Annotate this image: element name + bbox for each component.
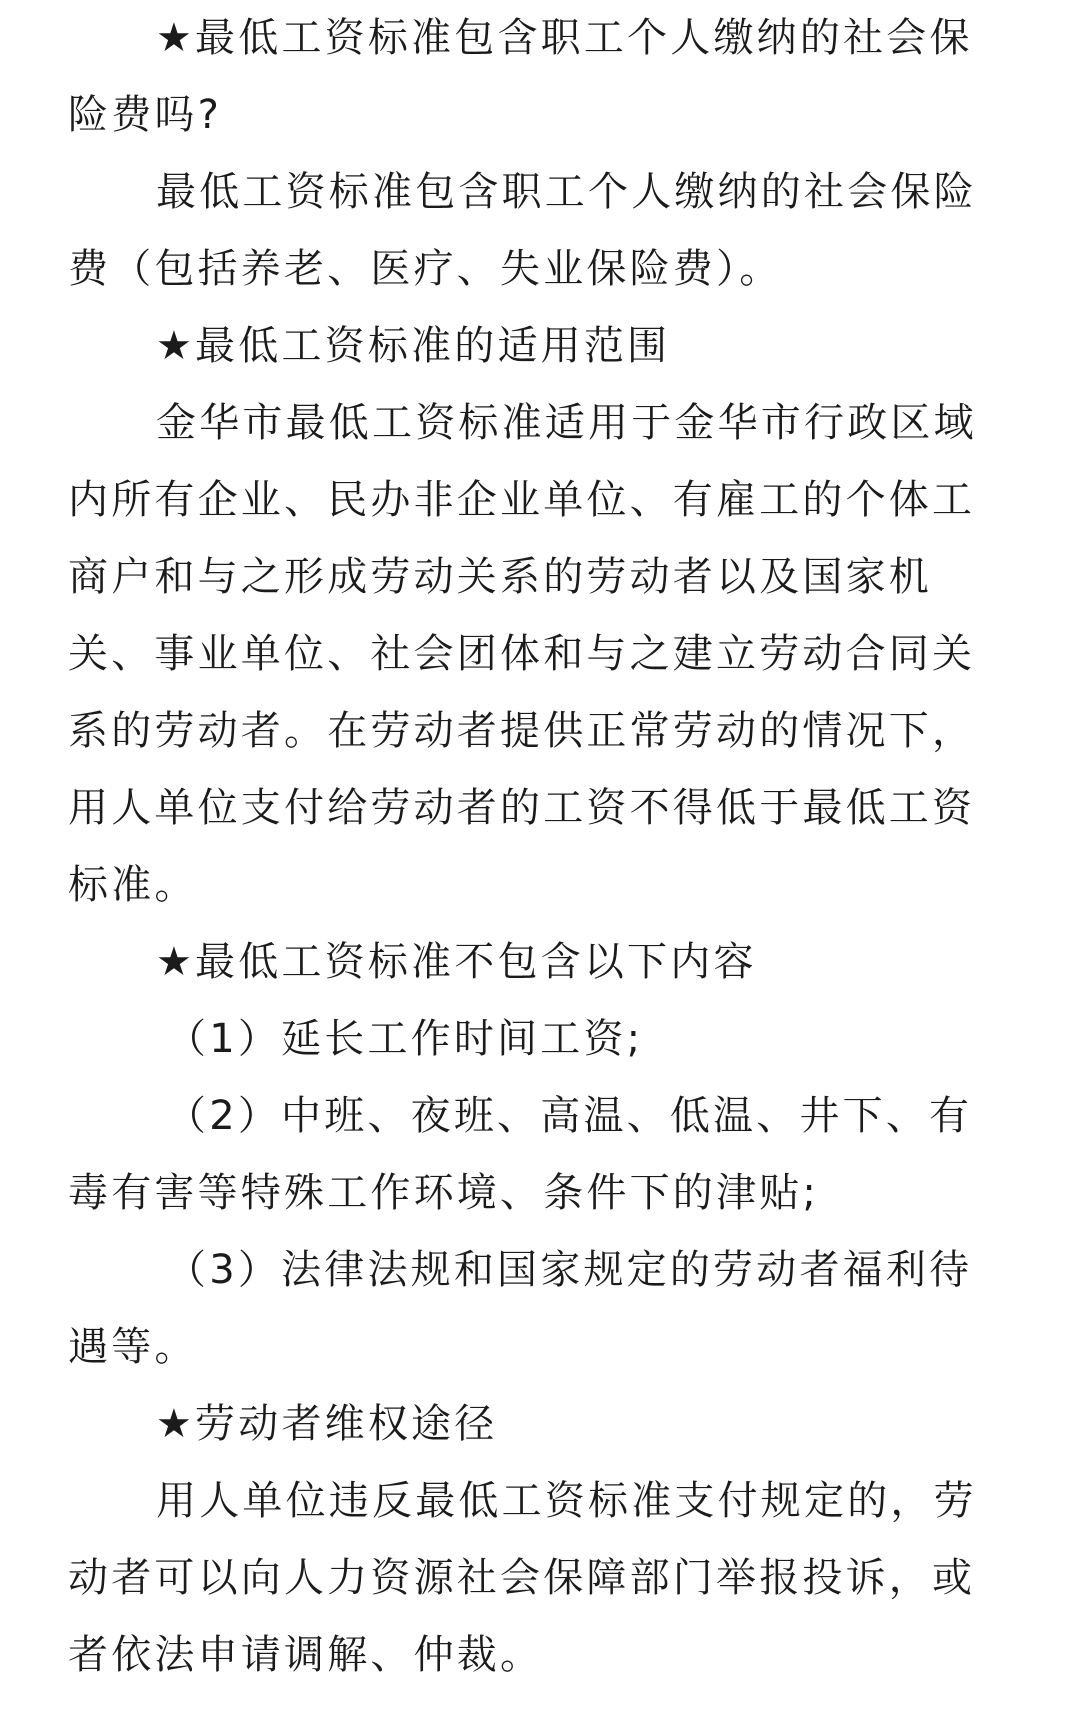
paragraph-rights-protection: 用人单位违反最低工资标准支付规定的，劳动者可以向人力资源社会保障部门举报投诉，或者依法申请调解、仲裁。 — [68, 1478, 977, 1678]
paragraph-scope: 金华市最低工资标准适用于金华市行政区域内所有企业、民办非企业单位、有雇工的个体工商户和与之形成劳动关系的劳动者以及国家机关、事业单位、社会团体和与之建立劳动合同关系的劳动者。在劳动者提供正常劳动的情况下，用人单位支付给劳动者的工资不得低于最低工资标准。 — [68, 400, 977, 908]
heading-rights-protection: ★劳动者维权途径 — [156, 1401, 498, 1447]
heading-scope: ★最低工资标准的适用范围 — [156, 323, 671, 369]
heading-social-insurance: ★最低工资标准包含职工个人缴纳的社会保险费吗? — [68, 15, 973, 138]
paragraph-social-insurance: 最低工资标准包含职工个人缴纳的社会保险费（包括养老、医疗、失业保险费）。 — [68, 169, 977, 292]
list-item-exclusion-3: （3）法律法规和国家规定的劳动者福利待遇等。 — [68, 1247, 973, 1370]
list-item-exclusion-2: （2）中班、夜班、高温、低温、井下、有毒有害等特殊工作环境、条件下的津贴; — [68, 1093, 973, 1216]
list-item-exclusion-1: （1）延长工作时间工资; — [166, 1016, 644, 1062]
heading-exclusions: ★最低工资标准不包含以下内容 — [156, 939, 757, 985]
article-body — [68, 0, 1014, 1694]
